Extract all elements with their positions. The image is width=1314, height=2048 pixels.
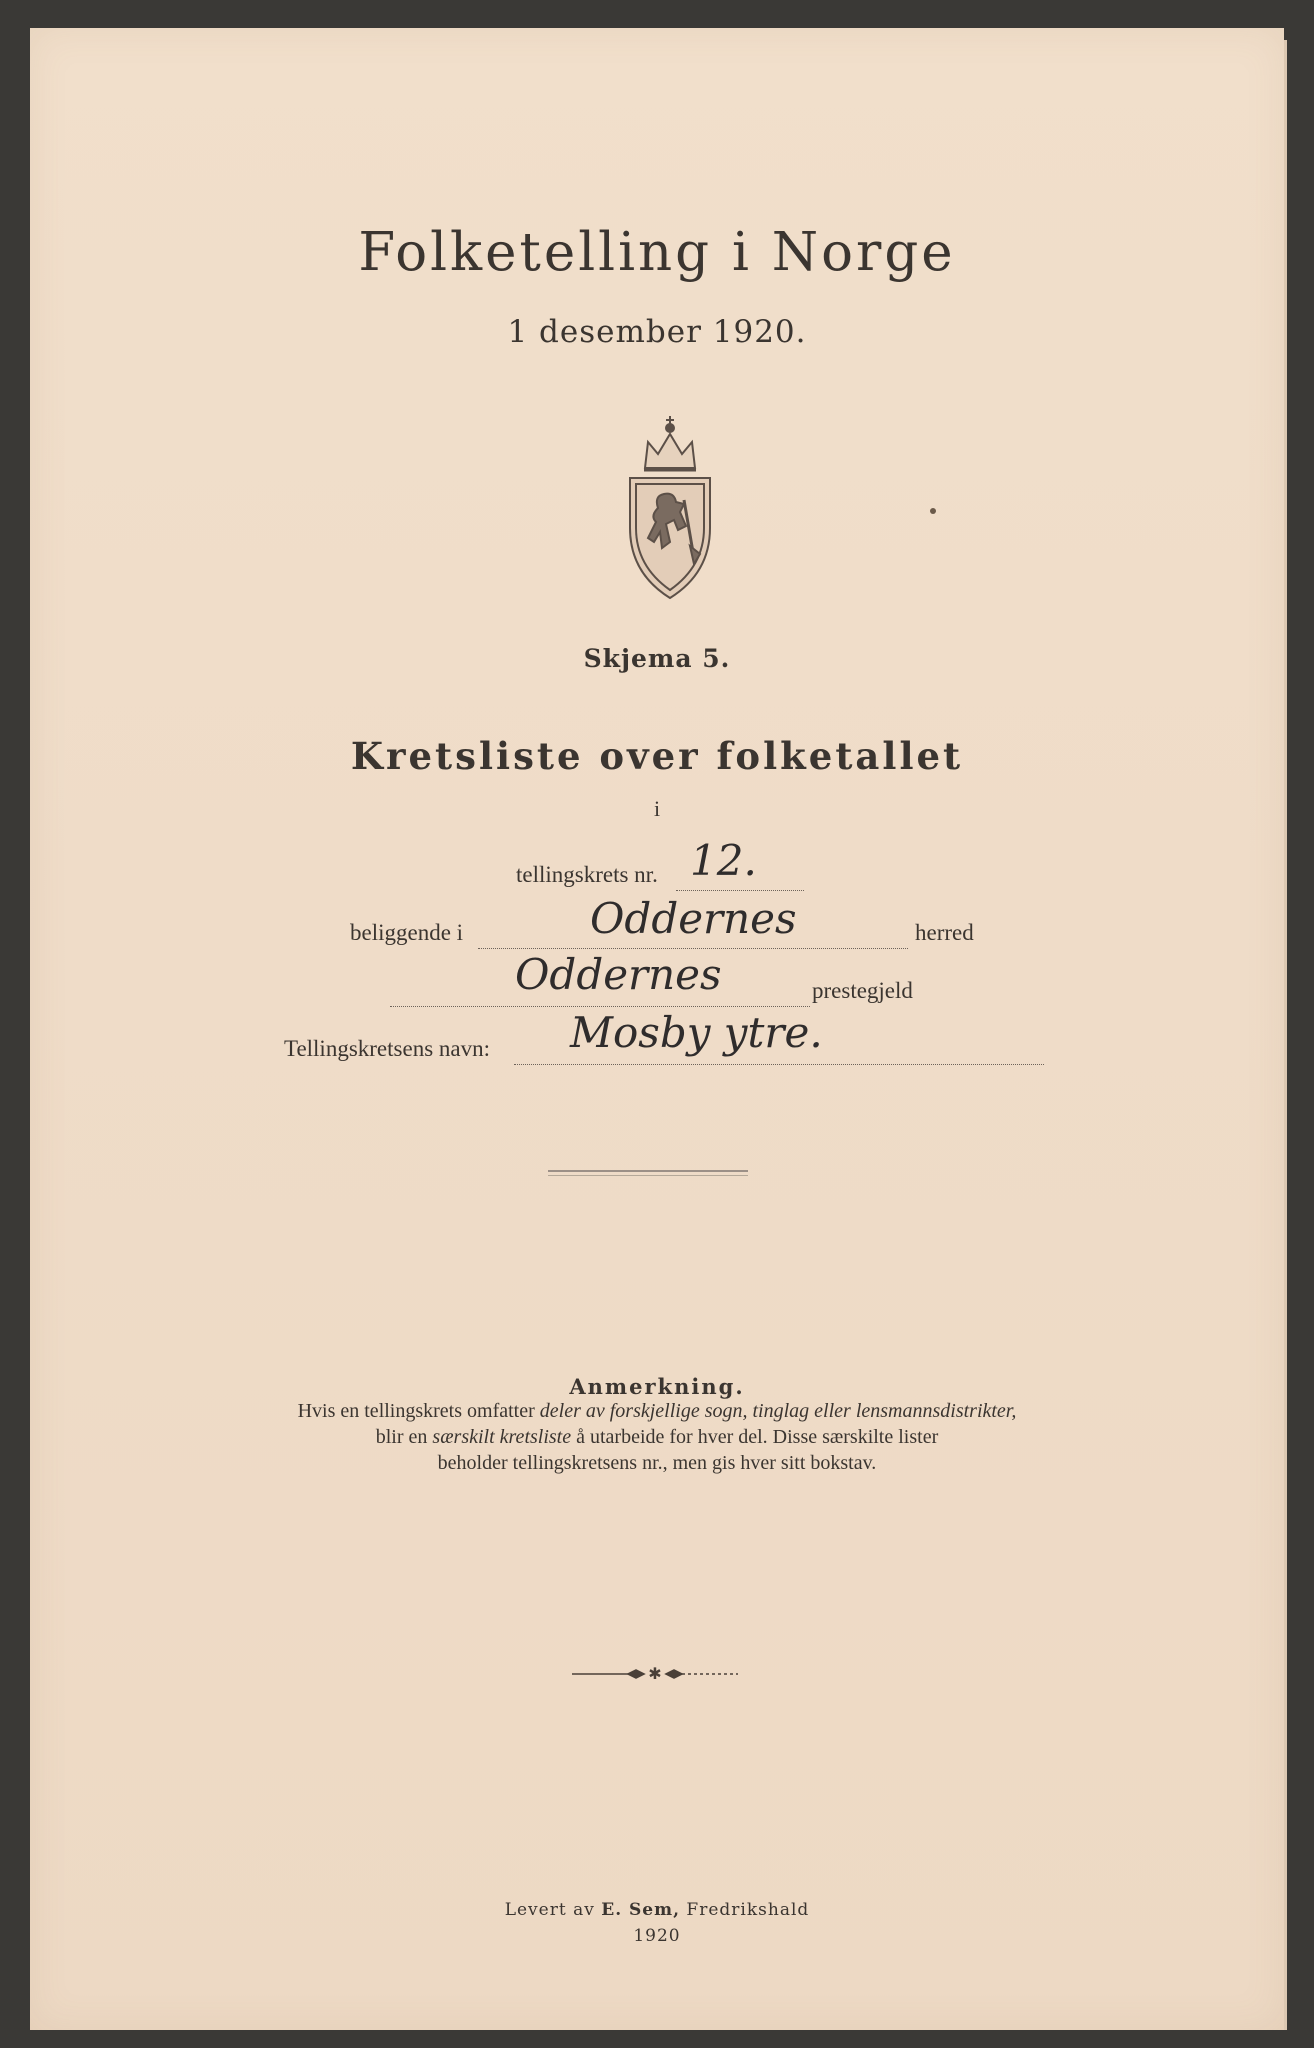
herred-label: herred	[915, 920, 974, 945]
svg-text:✱: ✱	[648, 1664, 662, 1683]
krets-number-line	[676, 890, 804, 891]
divider-ornament-icon	[570, 1664, 740, 1684]
printer-prefix: Levert av	[504, 1900, 602, 1920]
section-divider	[548, 1170, 748, 1172]
form-title: Folketelling i Norge	[358, 222, 956, 283]
krets-name-label: Tellingskretsens navn:	[284, 1036, 490, 1061]
note-heading: Anmerkning.	[569, 1374, 745, 1399]
note-line-2	[30, 1426, 1284, 1449]
census-form-page	[30, 28, 1284, 2030]
paper-speck	[930, 508, 936, 514]
section-divider-thin	[548, 1175, 748, 1176]
printer-credit	[30, 1900, 1284, 1920]
note-line-2-text-c: å utarbeide for hver del. Disse særskilte lister	[571, 1426, 939, 1448]
beliggende-label: beliggende i	[350, 920, 464, 945]
prestegjeld-line	[390, 1006, 810, 1007]
printer-year: 1920	[633, 1926, 681, 1946]
list-preposition: i	[653, 796, 661, 821]
note-line-1	[30, 1400, 1284, 1423]
note-line-2-text-a: blir en	[375, 1426, 433, 1448]
list-title: Kretsliste over folketallet	[350, 734, 964, 778]
beliggende-line	[478, 948, 908, 949]
norwegian-coat-of-arms-icon	[600, 408, 740, 608]
krets-number-label: tellingskrets nr.	[516, 862, 658, 887]
schema-number: Skjema 5.	[583, 644, 731, 673]
note-line-1-emphasis: deler av forskjellige sogn, tinglag eller lensmannsdistrikter,	[539, 1400, 1017, 1422]
krets-number-value: 12.	[690, 836, 757, 885]
printer-city: Fredrikshald	[680, 1900, 810, 1920]
note-line-3: beholder tellingskretsens nr., men gis hver sitt bokstav.	[437, 1452, 877, 1474]
krets-name-line	[514, 1064, 1044, 1065]
prestegjeld-value: Oddernes	[515, 950, 722, 999]
form-date: 1 desember 1920.	[507, 314, 807, 350]
note-line-2-emphasis: særskilt kretsliste	[432, 1426, 572, 1448]
prestegjeld-label: prestegjeld	[812, 978, 913, 1003]
herred-value: Oddernes	[590, 894, 797, 943]
note-line-1-text: Hvis en tellingskrets omfatter	[297, 1400, 540, 1422]
printer-name: E. Sem,	[601, 1900, 681, 1920]
krets-name-value: Mosby ytre.	[570, 1008, 823, 1057]
